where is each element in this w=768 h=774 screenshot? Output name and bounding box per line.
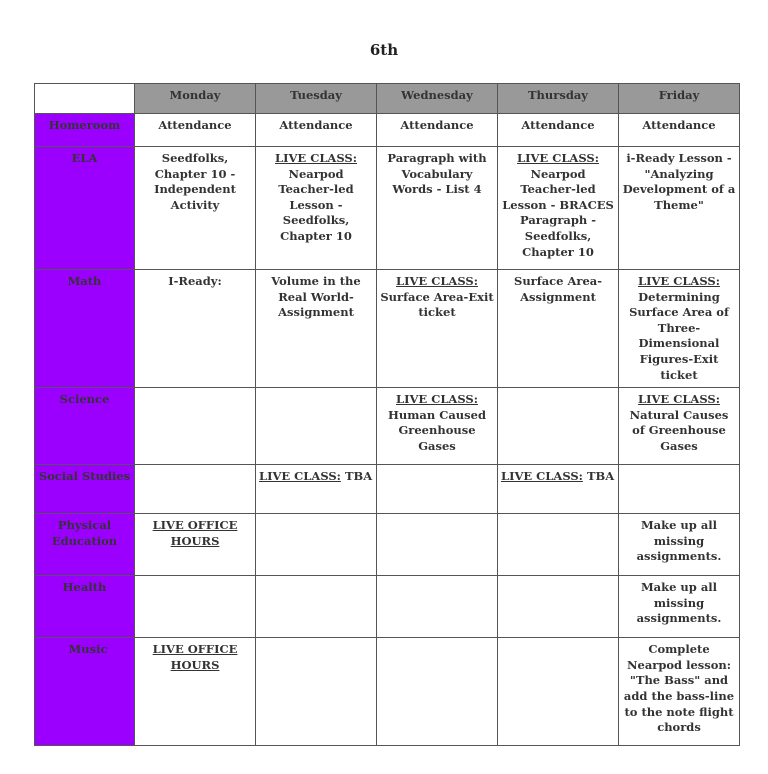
cell-science-thursday (498, 388, 619, 465)
cell-science-monday (135, 388, 256, 465)
row-physical-education (35, 514, 740, 576)
cell-math-wednesday (377, 270, 498, 388)
subject-social-studies: Social Studies (35, 465, 135, 514)
cell-ela-thursday-text: Nearpod Teacher-led Lesson - BRACES Paragraph - Seedfolks, Chapter 10 (502, 166, 614, 259)
cell-science-tuesday (256, 388, 377, 465)
cell-music-tuesday (256, 638, 377, 746)
cell-health-friday: Make up all missing assignments. (619, 576, 740, 638)
cell-pe-tuesday (256, 514, 377, 576)
live-class-link[interactable]: LIVE CLASS: (259, 469, 341, 484)
cell-social-tuesday-text: TBA (344, 469, 373, 484)
cell-homeroom-wednesday: Attendance (377, 114, 498, 147)
cell-homeroom-monday: Attendance (135, 114, 256, 147)
cell-ela-thursday (498, 147, 619, 270)
cell-music-friday: Complete Nearpod lesson: "The Bass" and add the bass-line to the note flight chords (619, 638, 740, 746)
cell-pe-wednesday (377, 514, 498, 576)
cell-social-friday (619, 465, 740, 514)
subject-science: Science (35, 388, 135, 465)
corner-cell (35, 84, 135, 114)
row-social-studies (35, 465, 740, 514)
subject-health: Health (35, 576, 135, 638)
row-homeroom (35, 114, 740, 147)
cell-music-wednesday (377, 638, 498, 746)
cell-ela-tuesday-text: Nearpod Teacher-led Lesson - Seedfolks, Chapter 10 (278, 166, 354, 243)
cell-ela-wednesday: Paragraph with Vocabulary Words - List 4 (377, 147, 498, 270)
day-header-tuesday: Tuesday (256, 84, 377, 114)
cell-health-tuesday (256, 576, 377, 638)
subject-math: Math (35, 270, 135, 388)
cell-health-monday (135, 576, 256, 638)
cell-math-monday: I-Ready: (135, 270, 256, 388)
cell-math-friday (619, 270, 740, 388)
cell-math-friday-text: Determining Surface Area of Three-Dimensional Figures-Exit ticket (629, 289, 729, 382)
cell-health-thursday (498, 576, 619, 638)
day-header-friday: Friday (619, 84, 740, 114)
cell-ela-friday: i-Ready Lesson - "Analyzing Development of a Theme" (619, 147, 740, 270)
cell-science-wednesday (377, 388, 498, 465)
live-class-link[interactable]: LIVE CLASS: (638, 392, 720, 407)
cell-social-monday (135, 465, 256, 514)
row-science (35, 388, 740, 465)
row-health (35, 576, 740, 638)
cell-homeroom-thursday: Attendance (498, 114, 619, 147)
cell-math-tuesday: Volume in the Real World-Assignment (256, 270, 377, 388)
cell-social-thursday (498, 465, 619, 514)
schedule-table (34, 83, 740, 746)
cell-pe-friday: Make up all missing assignments. (619, 514, 740, 576)
cell-social-tuesday (256, 465, 377, 514)
cell-music-thursday (498, 638, 619, 746)
cell-homeroom-friday: Attendance (619, 114, 740, 147)
cell-math-wednesday-text: Surface Area-Exit ticket (380, 289, 494, 320)
subject-homeroom: Homeroom (35, 114, 135, 147)
day-header-monday: Monday (135, 84, 256, 114)
cell-social-wednesday (377, 465, 498, 514)
cell-science-friday-text: Natural Causes of Greenhouse Gases (629, 407, 729, 453)
subject-physical-education: Physical Education (35, 514, 135, 576)
header-row (35, 84, 740, 114)
day-header-wednesday: Wednesday (377, 84, 498, 114)
subject-ela: ELA (35, 147, 135, 270)
live-class-link[interactable]: LIVE CLASS: (638, 274, 720, 288)
day-header-thursday: Thursday (498, 84, 619, 114)
cell-health-wednesday (377, 576, 498, 638)
row-music (35, 638, 740, 746)
cell-ela-monday: Seedfolks, Chapter 10 - Independent Activity (135, 147, 256, 270)
cell-math-thursday: Surface Area-Assignment (498, 270, 619, 388)
cell-homeroom-tuesday: Attendance (256, 114, 377, 147)
row-math (35, 270, 740, 388)
cell-ela-tuesday (256, 147, 377, 270)
row-ela (35, 147, 740, 270)
page-title: 6th (369, 41, 399, 59)
cell-pe-monday (135, 514, 256, 576)
subject-music: Music (35, 638, 135, 746)
live-office-hours-link[interactable]: LIVE OFFICE HOURS (152, 518, 238, 548)
cell-social-thursday-text: TBA (586, 469, 615, 484)
live-class-link[interactable]: LIVE CLASS: (396, 392, 478, 407)
cell-music-monday (135, 638, 256, 746)
cell-science-friday (619, 388, 740, 465)
live-class-link[interactable]: LIVE CLASS: (275, 151, 357, 165)
live-office-hours-link[interactable]: LIVE OFFICE HOURS (152, 642, 238, 672)
cell-pe-thursday (498, 514, 619, 576)
live-class-link[interactable]: LIVE CLASS: (501, 469, 583, 484)
cell-science-wednesday-text: Human Caused Greenhouse Gases (387, 407, 486, 453)
live-class-link[interactable]: LIVE CLASS: (517, 151, 599, 165)
live-class-link[interactable]: LIVE CLASS: (396, 274, 478, 288)
